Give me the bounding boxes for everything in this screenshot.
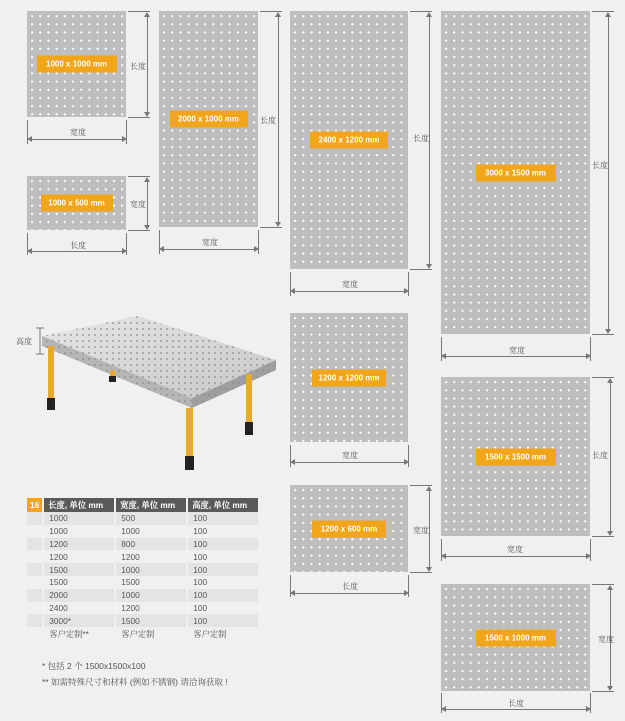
- table-cell: 1200: [115, 550, 187, 563]
- table-cell: 1000: [43, 512, 115, 525]
- plate-2000x1000: [159, 11, 258, 227]
- plate-size-label: 2000 x 1000 mm: [170, 111, 248, 128]
- table-cell: 2400: [43, 602, 115, 615]
- table-cell: 800: [115, 538, 187, 551]
- dimension-label: 长度: [413, 134, 429, 143]
- table-cell: 100: [187, 550, 259, 563]
- table-row: [27, 602, 259, 615]
- table-cell: 1000: [115, 563, 187, 576]
- table-cell: 100: [187, 538, 259, 551]
- footnote-1: * 包括 2 个 1500x1500x100: [42, 661, 146, 671]
- dimension-label: 宽度: [413, 526, 429, 535]
- table-row: [27, 538, 259, 551]
- column-header-width: 宽度, 单位 mm: [115, 498, 187, 512]
- plate-size-label: 1500 x 1000 mm: [476, 629, 556, 646]
- table-cell: 1500: [115, 576, 187, 589]
- dimension-label: 宽度: [598, 635, 614, 644]
- column-header-length: 长度, 单位 mm: [43, 498, 115, 512]
- dimension-label: 长度: [592, 161, 608, 170]
- table-cell: 1500: [43, 576, 115, 589]
- dimension-label: 宽度: [507, 545, 523, 554]
- plate-size-label: 2400 x 1200 mm: [310, 132, 388, 149]
- dimension-label: 宽度: [202, 238, 218, 247]
- table-cell: 100: [187, 563, 259, 576]
- height-dimension-label: 高度: [16, 337, 32, 346]
- table-row: [27, 512, 259, 525]
- table-cell: 客户定制**: [43, 627, 115, 640]
- plate-1200x600: [290, 485, 408, 572]
- plate-size-label: 1200 x 600 mm: [312, 520, 386, 537]
- table-row: [27, 550, 259, 563]
- table-row: [27, 614, 259, 627]
- table-header-row: [27, 498, 259, 512]
- dimension-label: 长度: [70, 241, 86, 250]
- plate-size-label: 1200 x 1200 mm: [312, 369, 386, 386]
- table-row: [27, 589, 259, 602]
- table-cell: 100: [187, 512, 259, 525]
- table-cell: 100: [187, 614, 259, 627]
- table-cell: 100: [187, 589, 259, 602]
- plate-2400x1200: [290, 11, 408, 269]
- table-cell: 客户定制: [187, 627, 259, 640]
- table-cell: 500: [115, 512, 187, 525]
- table-cell: 1000: [115, 525, 187, 538]
- column-header-height: 高度, 单位 mm: [187, 498, 259, 512]
- table-cell: 3000*: [43, 614, 115, 627]
- plate-1000x1000: [27, 11, 126, 117]
- footnote-2: ** 如需特殊尺寸和材料 (例如不锈钢) 请洽询获取 !: [42, 677, 228, 687]
- table-row: [27, 525, 259, 538]
- dimension-label: 宽度: [130, 200, 146, 209]
- dimension-label: 宽度: [342, 280, 358, 289]
- table-cell: 100: [187, 525, 259, 538]
- dimension-label: 长度: [260, 116, 276, 125]
- table-cell: 1000: [43, 525, 115, 538]
- dimension-label: 宽度: [509, 346, 525, 355]
- table-cell: 1500: [115, 614, 187, 627]
- spec-table: [27, 498, 260, 640]
- plate-size-label: 1000 x 1000 mm: [37, 56, 117, 73]
- welding-table-photo: [14, 290, 284, 480]
- plate-1200x1200: [290, 313, 408, 442]
- table-cell: 100: [187, 576, 259, 589]
- table-cell: 1200: [43, 550, 115, 563]
- dimension-label: 长度: [508, 699, 524, 708]
- dimension-label: 宽度: [70, 128, 86, 137]
- plate-3000x1500: [441, 11, 590, 334]
- table-cell: 100: [187, 602, 259, 615]
- plate-1000x500: [27, 176, 126, 230]
- plate-size-label: 1500 x 1500 mm: [476, 448, 556, 465]
- table-row: [27, 576, 259, 589]
- dimension-label: 长度: [592, 451, 608, 460]
- table-row: [27, 563, 259, 576]
- plate-size-label: 3000 x 1500 mm: [476, 164, 556, 181]
- dimension-label: 长度: [342, 582, 358, 591]
- plate-1500x1000: [441, 584, 590, 691]
- table-cell: 2000: [43, 589, 115, 602]
- table-cell: 1500: [43, 563, 115, 576]
- table-cell: 客户定制: [115, 627, 187, 640]
- dimension-label: 长度: [130, 62, 146, 71]
- table-cell: 1200: [43, 538, 115, 551]
- plate-1500x1500: [441, 377, 590, 536]
- table-number-badge: 16: [27, 498, 43, 512]
- dimension-label: 宽度: [342, 451, 358, 460]
- table-cell: 1000: [115, 589, 187, 602]
- plate-size-label: 1000 x 500 mm: [41, 195, 113, 212]
- table-cell: 1200: [115, 602, 187, 615]
- table-row: [27, 627, 259, 640]
